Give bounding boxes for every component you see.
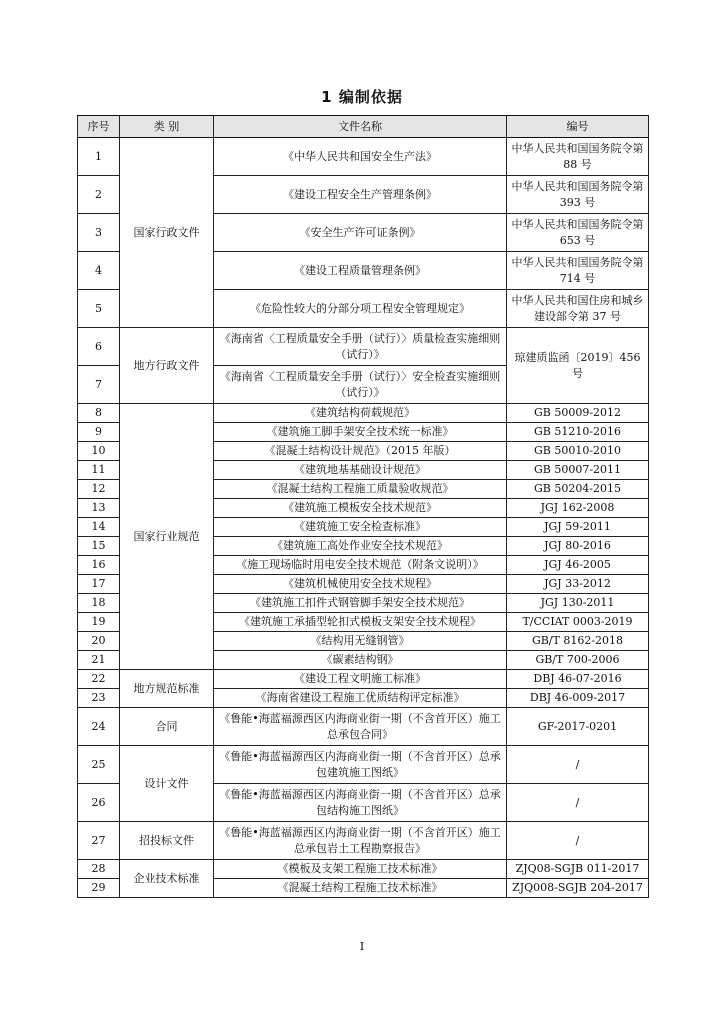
cell-seq: 19 — [78, 613, 120, 632]
cell-name: 《建筑施工高处作业安全技术规范》 — [214, 537, 507, 556]
cell-name: 《建筑施工脚手架安全技术统一标准》 — [214, 423, 507, 442]
cell-seq: 29 — [78, 879, 120, 898]
table-row — [78, 670, 649, 689]
cell-name: 《结构用无缝钢管》 — [214, 632, 507, 651]
cell-seq: 8 — [78, 404, 120, 423]
cell-name: 《建筑施工扣件式钢管脚手架安全技术规范》 — [214, 594, 507, 613]
cell-seq: 17 — [78, 575, 120, 594]
cell-seq: 4 — [78, 252, 120, 290]
cell-name: 《鲁能•海蓝福源西区内海商业街一期（不含首开区）施工总承包岩土工程勘察报告》 — [214, 822, 507, 860]
cell-name: 《建设工程文明施工标准》 — [214, 670, 507, 689]
table-row — [78, 822, 649, 860]
table-row — [78, 328, 649, 366]
cell-seq: 27 — [78, 822, 120, 860]
cell-seq: 2 — [78, 176, 120, 214]
cell-seq: 25 — [78, 746, 120, 784]
cell-seq: 18 — [78, 594, 120, 613]
cell-name: 《混凝土结构工程施工质量验收规范》 — [214, 480, 507, 499]
cell-seq: 28 — [78, 860, 120, 879]
cell-number: T/CCIAT 0003-2019 — [507, 613, 649, 632]
cell-category: 企业技术标准 — [120, 860, 214, 898]
cell-name: 《混凝土结构设计规范》（2015 年版） — [214, 442, 507, 461]
cell-seq: 23 — [78, 689, 120, 708]
cell-name: 《混凝土结构工程施工技术标准》 — [214, 879, 507, 898]
cell-number: GB 50204-2015 — [507, 480, 649, 499]
table-row — [78, 746, 649, 784]
cell-number: GB 50007-2011 — [507, 461, 649, 480]
cell-category: 招投标文件 — [120, 822, 214, 860]
cell-name: 《建筑机械使用安全技术规程》 — [214, 575, 507, 594]
cell-number: 中华人民共和国国务院令第 393 号 — [507, 176, 649, 214]
cell-name: 《建设工程安全生产管理条例》 — [214, 176, 507, 214]
cell-name: 《海南省〈工程质量安全手册（试行）〉安全检查实施细则（试行）》 — [214, 366, 507, 404]
cell-seq: 24 — [78, 708, 120, 746]
cell-name: 《模板及支架工程施工技术标准》 — [214, 860, 507, 879]
cell-number: JGJ 162-2008 — [507, 499, 649, 518]
cell-seq: 11 — [78, 461, 120, 480]
cell-name: 《海南省〈工程质量安全手册（试行）〉质量检查实施细则（试行）》 — [214, 328, 507, 366]
cell-number: JGJ 46-2005 — [507, 556, 649, 575]
cell-seq: 13 — [78, 499, 120, 518]
cell-number: 中华人民共和国住房和城乡建设部令第 37 号 — [507, 290, 649, 328]
cell-number: DBJ 46-07-2016 — [507, 670, 649, 689]
cell-number: 中华人民共和国国务院令第 714 号 — [507, 252, 649, 290]
cell-seq: 14 — [78, 518, 120, 537]
cell-number: 中华人民共和国国务院令第 88 号 — [507, 138, 649, 176]
cell-name: 《鲁能•海蓝福源西区内海商业街一期（不含首开区）总承包建筑施工图纸》 — [214, 746, 507, 784]
table-header-row — [78, 116, 649, 138]
cell-seq: 22 — [78, 670, 120, 689]
cell-seq: 21 — [78, 651, 120, 670]
header-category: 类 别 — [120, 116, 214, 138]
cell-seq: 12 — [78, 480, 120, 499]
cell-name: 《中华人民共和国安全生产法》 — [214, 138, 507, 176]
cell-name: 《危险性较大的分部分项工程安全管理规定》 — [214, 290, 507, 328]
page-number: I — [359, 940, 365, 953]
cell-seq: 3 — [78, 214, 120, 252]
cell-number: 中华人民共和国国务院令第 653 号 — [507, 214, 649, 252]
header-name: 文件名称 — [214, 116, 507, 138]
table-row — [78, 404, 649, 423]
cell-number: JGJ 33-2012 — [507, 575, 649, 594]
cell-seq: 20 — [78, 632, 120, 651]
cell-name: 《建筑施工模板安全技术规范》 — [214, 499, 507, 518]
cell-number: ZJQ008-SGJB 204-2017 — [507, 879, 649, 898]
cell-name: 《建筑施工承插型轮扣式模板支架安全技术规程》 — [214, 613, 507, 632]
cell-name: 《鲁能•海蓝福源西区内海商业街一期（不含首开区）施工总承包合同》 — [214, 708, 507, 746]
cell-seq: 26 — [78, 784, 120, 822]
cell-name: 《鲁能•海蓝福源西区内海商业街一期（不含首开区）总承包结构施工图纸》 — [214, 784, 507, 822]
cell-number: 琼建质监函〔2019〕456 号 — [507, 328, 649, 404]
basis-table — [77, 115, 649, 898]
cell-number: JGJ 80-2016 — [507, 537, 649, 556]
table-row — [78, 860, 649, 879]
cell-number: / — [507, 746, 649, 784]
cell-name: 《建筑施工安全检查标准》 — [214, 518, 507, 537]
cell-seq: 15 — [78, 537, 120, 556]
cell-number: GF-2017-0201 — [507, 708, 649, 746]
cell-name: 《碳素结构钢》 — [214, 651, 507, 670]
cell-number: / — [507, 784, 649, 822]
header-number: 编号 — [507, 116, 649, 138]
cell-name: 《安全生产许可证条例》 — [214, 214, 507, 252]
header-seq: 序号 — [78, 116, 120, 138]
cell-number: / — [507, 822, 649, 860]
cell-number: GB/T 8162-2018 — [507, 632, 649, 651]
cell-category: 地方行政文件 — [120, 328, 214, 404]
cell-category: 国家行政文件 — [120, 138, 214, 328]
cell-seq: 10 — [78, 442, 120, 461]
page-title: 1 编制依据 — [321, 88, 403, 106]
cell-category: 国家行业规范 — [120, 404, 214, 670]
cell-number: DBJ 46-009-2017 — [507, 689, 649, 708]
cell-number: JGJ 59-2011 — [507, 518, 649, 537]
cell-seq: 6 — [78, 328, 120, 366]
cell-number: ZJQ08-SGJB 011-2017 — [507, 860, 649, 879]
cell-name: 《建筑地基基础设计规范》 — [214, 461, 507, 480]
cell-category: 地方规范标准 — [120, 670, 214, 708]
cell-category: 设计文件 — [120, 746, 214, 822]
cell-seq: 9 — [78, 423, 120, 442]
cell-number: GB 50010-2010 — [507, 442, 649, 461]
cell-seq: 16 — [78, 556, 120, 575]
cell-seq: 7 — [78, 366, 120, 404]
cell-name: 《建设工程质量管理条例》 — [214, 252, 507, 290]
cell-name: 《海南省建设工程施工优质结构评定标准》 — [214, 689, 507, 708]
cell-name: 《施工现场临时用电安全技术规范（附条文说明）》 — [214, 556, 507, 575]
cell-seq: 5 — [78, 290, 120, 328]
cell-number: GB 50009-2012 — [507, 404, 649, 423]
cell-name: 《建筑结构荷载规范》 — [214, 404, 507, 423]
table-row — [78, 708, 649, 746]
cell-number: GB/T 700-2006 — [507, 651, 649, 670]
cell-seq: 1 — [78, 138, 120, 176]
cell-category: 合同 — [120, 708, 214, 746]
cell-number: GB 51210-2016 — [507, 423, 649, 442]
cell-number: JGJ 130-2011 — [507, 594, 649, 613]
table-row — [78, 138, 649, 176]
